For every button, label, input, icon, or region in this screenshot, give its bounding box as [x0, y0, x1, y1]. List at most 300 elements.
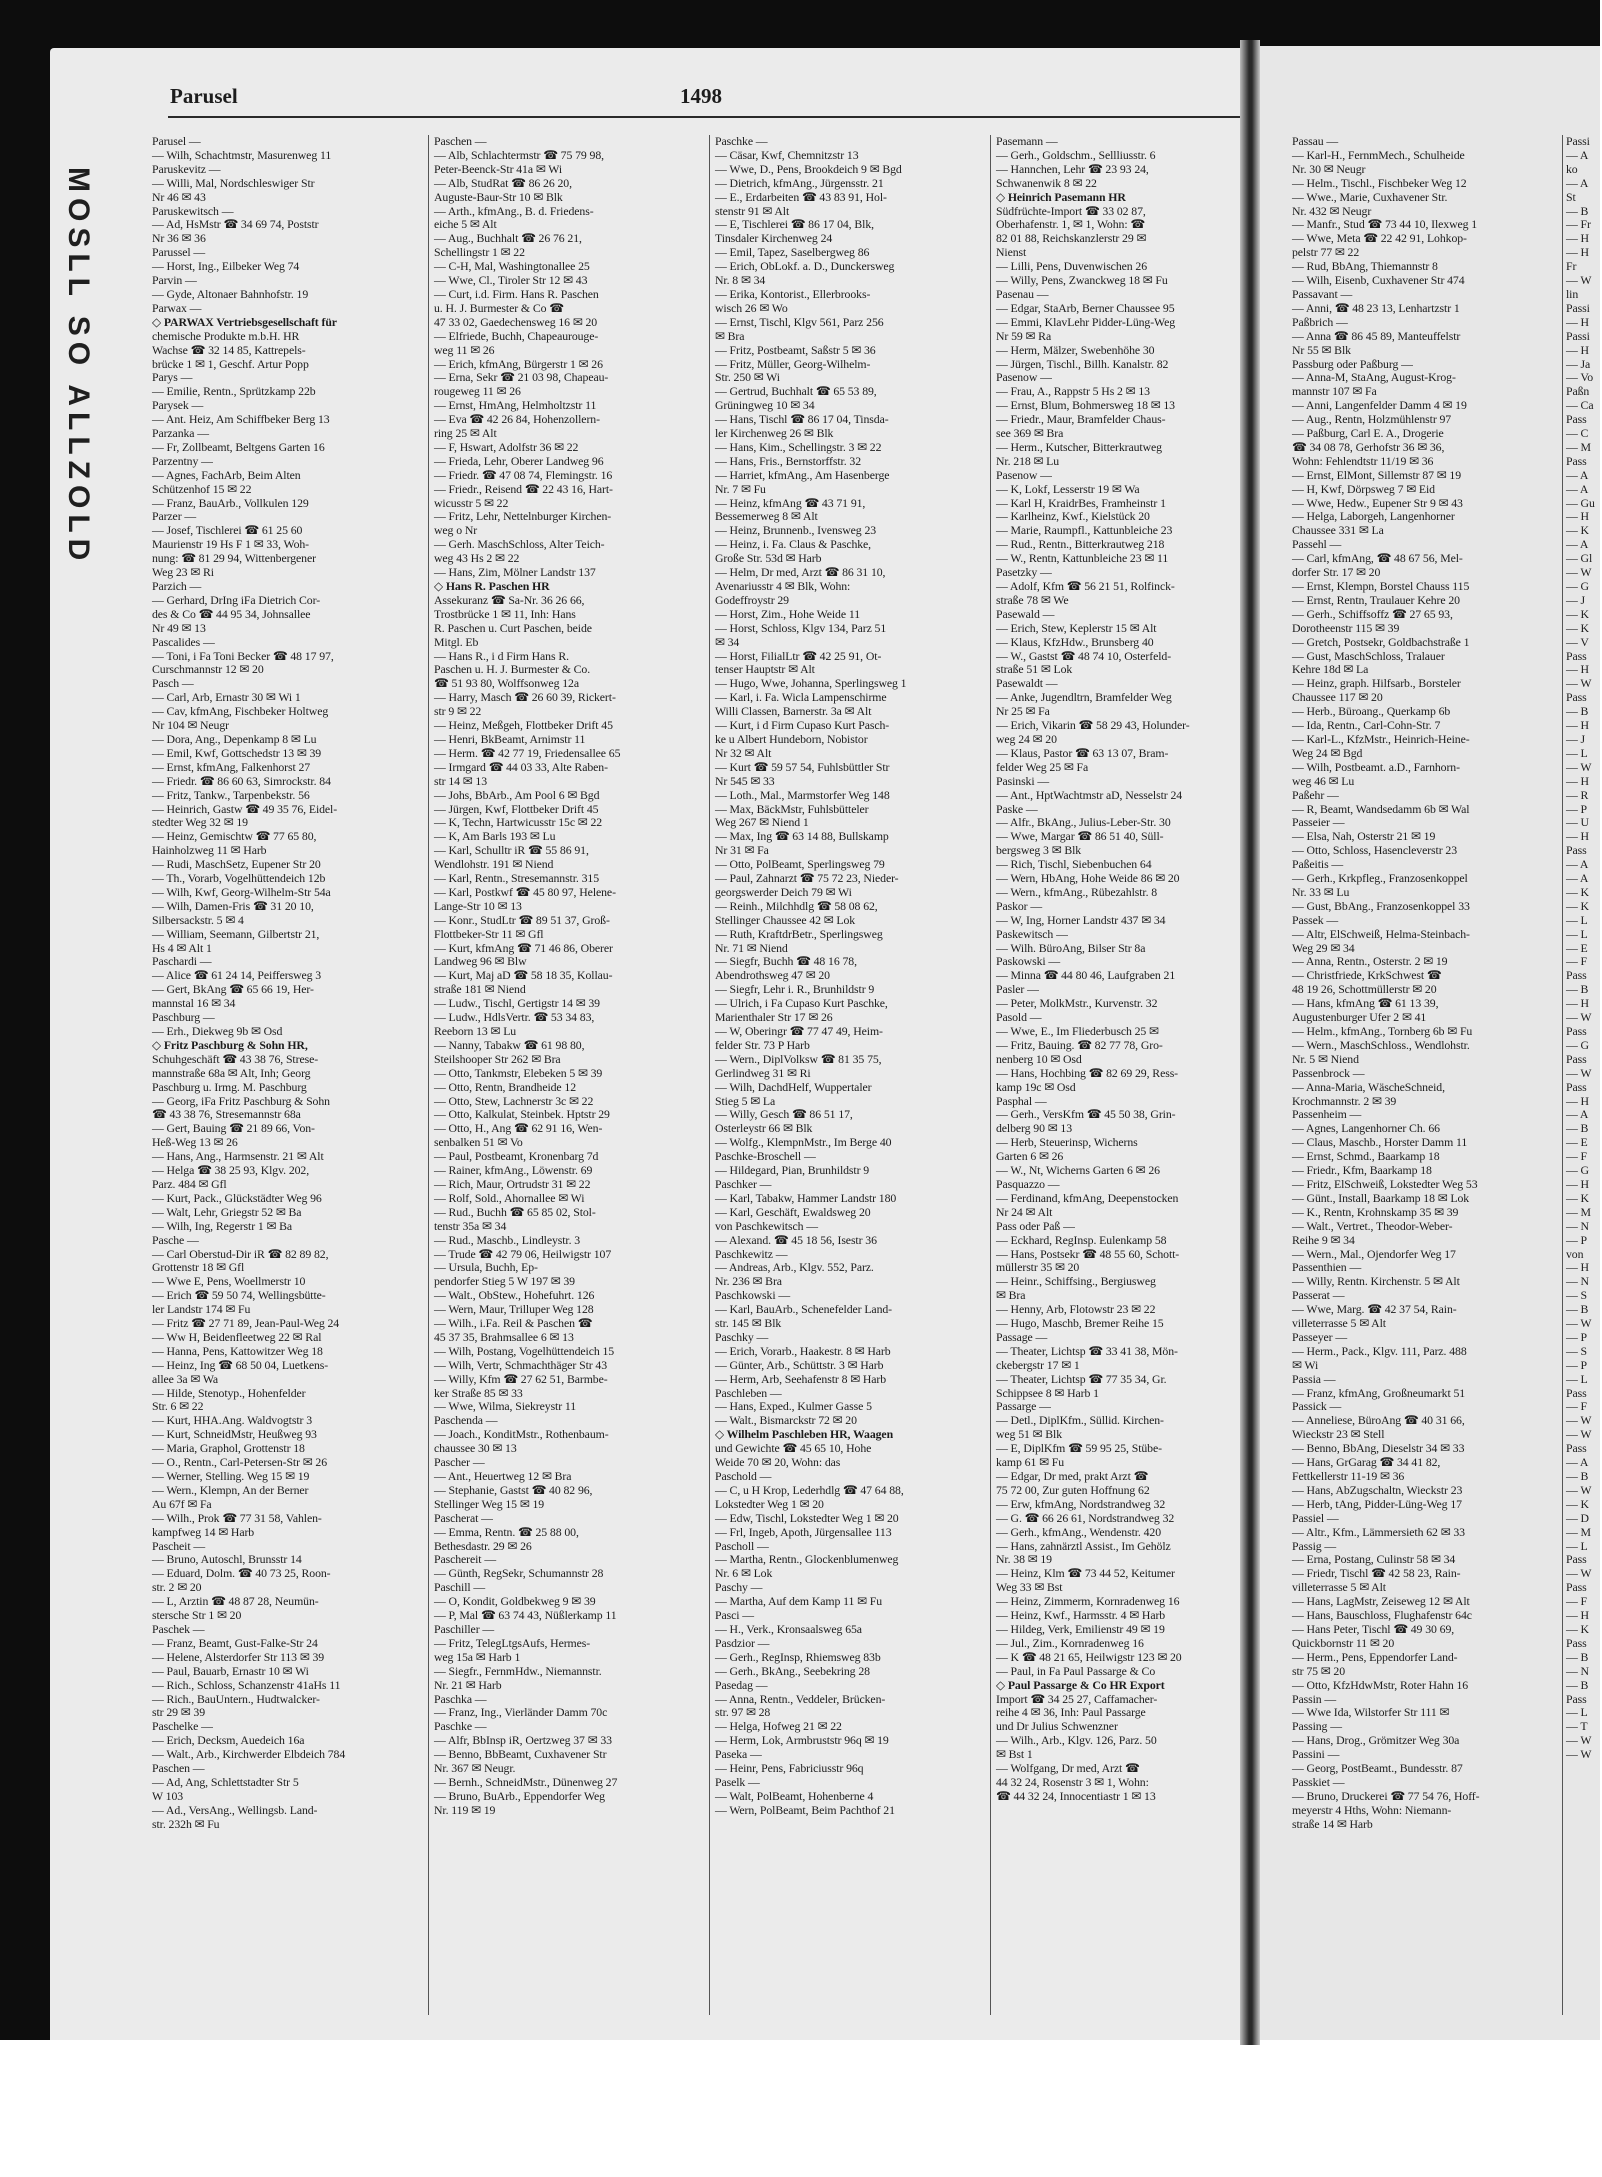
directory-entry-line: ker Straße 85 ✉ 33: [434, 1385, 523, 1400]
directory-entry-line: — L: [1566, 1371, 1588, 1386]
directory-entry-line: — Wwe, Hedw., Eupener Str 9 ✉ 43: [1292, 495, 1463, 510]
directory-entry-line: — Helm., kfmAng., Tornberg 6b ✉ Fu: [1292, 1024, 1473, 1038]
directory-entry-line: — E, DiplKfm ☎ 59 95 25, Stübe-: [996, 1441, 1162, 1456]
directory-entry-line: — Hannchen, Lehr ☎ 23 93 24,: [996, 161, 1149, 176]
directory-entry-line: — Kurt, kfmAng ☎ 71 46 86, Oberer: [434, 940, 613, 955]
directory-entry-line: — Gerh. MaschSchloss, Alter Teich-: [434, 537, 605, 552]
directory-entry-line: — Hildegard, Pian, Brunhildstr 9: [715, 1163, 870, 1178]
directory-entry-line: — Wern., MaschSchloss., Wendlohstr.: [1292, 1037, 1470, 1052]
directory-entry-line: — Konr., StudLtr ☎ 89 51 37, Groß-: [434, 912, 610, 927]
directory-entry-line: — J: [1566, 731, 1586, 746]
directory-entry-line: Pasenow —: [996, 370, 1052, 385]
directory-entry-line: — Gl: [1566, 551, 1593, 566]
directory-column-2: [428, 135, 712, 2015]
directory-entry-line: — W: [1566, 1010, 1592, 1025]
directory-entry-line: — Karl, Postkwf ☎ 45 80 97, Helene-: [434, 884, 616, 899]
directory-entry-line: — Karl, Tabakw, Hammer Landstr 180: [715, 1190, 897, 1205]
directory-entry-line: — Karl, BauArb., Schenefelder Land-: [715, 1302, 892, 1317]
directory-entry-line: felder Weg 25 ✉ Fa: [996, 759, 1089, 774]
directory-entry-line: chemische Produkte m.b.H. HR: [152, 328, 300, 343]
directory-entry-line: Passkiet —: [1292, 1774, 1345, 1789]
directory-entry-line: Paßeitis —: [1292, 857, 1344, 872]
directory-entry-line: — L: [1566, 1705, 1588, 1720]
directory-entry-line: Bethesdastr. 29 ✉ 26: [434, 1538, 532, 1553]
directory-entry-line: — Horst, Ing., Eilbeker Weg 74: [152, 259, 300, 274]
directory-entry-line: — Anna, Rentn., Veddeler, Brücken-: [715, 1691, 886, 1706]
directory-entry-line: Passehl —: [1292, 537, 1342, 552]
directory-entry-line: — C, u H Krop, Lederhdlg ☎ 47 64 88,: [715, 1482, 904, 1497]
directory-entry-line: — P: [1566, 1357, 1588, 1372]
directory-entry-line: — Wilh, Vertr, Schmachthäger Str 43: [434, 1357, 608, 1372]
directory-entry-line: Weg 29 ✉ 34: [1292, 940, 1355, 955]
directory-entry-line: Grüningweg 10 ✉ 34: [715, 398, 815, 413]
directory-entry-line: — Ww H, Beidenfleetweg 22 ✉ Ral: [152, 1329, 322, 1344]
directory-entry-line: dorfer Str. 17 ✉ 20: [1292, 565, 1381, 580]
directory-entry-line: — Rolf, Sold., Ahornallee ✉ Wi: [434, 1190, 585, 1205]
directory-entry-line: — W: [1566, 1316, 1592, 1331]
directory-entry-line: — W: [1566, 676, 1592, 691]
directory-entry-line: — Rich., BauUntern., Hudtwalcker-: [152, 1691, 320, 1706]
directory-entry-line: von: [1566, 1246, 1584, 1261]
directory-entry-line: Pass: [1566, 1079, 1587, 1094]
directory-entry-line: felder Str. 73 P Harb: [715, 1037, 810, 1052]
directory-entry-line: str 29 ✉ 39: [152, 1705, 206, 1720]
directory-entry-line: Nr. 119 ✉ 19: [434, 1802, 496, 1817]
directory-entry-line: Krochmannstr. 2 ✉ 39: [1292, 1093, 1397, 1108]
directory-entry-line: — Henri, BkBeamt, Arnimstr 11: [434, 731, 586, 746]
directory-entry-line: Dorotheenstr 115 ✉ 39: [1292, 620, 1400, 635]
directory-entry-line: — Ant. Heiz, Am Schiffbeker Berg 13: [152, 412, 330, 427]
directory-entry-line: Passage —: [996, 1329, 1048, 1344]
directory-entry-line: — Frl, Ingeb, Apoth, Jürgensallee 113: [715, 1524, 892, 1539]
directory-entry-line: — A: [1566, 857, 1589, 872]
directory-entry-line: — H: [1566, 342, 1589, 357]
directory-entry-line: — Heinz, graph. Hilfsarb., Borsteler: [1292, 676, 1461, 691]
directory-entry-line: weg 11 ✉ 26: [434, 342, 495, 357]
directory-entry-line: weg 46 ✉ Lu: [1292, 773, 1355, 788]
directory-entry-line: — K, Techn, Hartwicusstr 15c ✉ 22: [434, 815, 603, 830]
directory-entry-line: — C-H, Mal, Washingtonallee 25: [434, 259, 590, 274]
directory-entry-line: Godeffroystr 29: [715, 592, 789, 607]
directory-entry-line: — Gerh., RegInsp, Rhiemsweg 83b: [715, 1649, 881, 1664]
directory-entry-line: straße 51 ✉ Lok: [996, 662, 1073, 677]
directory-entry-line: — Karl-H., FernmMech., Schulheide: [1292, 147, 1465, 162]
directory-entry-line: — Herm. ☎ 42 77 19, Friedensallee 65: [434, 745, 621, 760]
directory-entry-line: — Herm, Arb, Seehafenstr 8 ✉ Harb: [715, 1371, 887, 1386]
directory-entry-line: — J: [1566, 592, 1586, 607]
directory-entry-line: Passarge —: [996, 1399, 1051, 1414]
directory-entry-line: — F: [1566, 1399, 1588, 1414]
directory-entry-line: — Fritz, Postbeamt, Saßstr 5 ✉ 36: [715, 342, 876, 357]
directory-entry-line: — Walt., ObStew., Hohefuhrt. 126: [434, 1288, 595, 1303]
directory-entry-line: — Th., Vorarb, Vogelhüttendeich 12b: [152, 871, 326, 886]
directory-entry-line: — Friedr, Tischl ☎ 42 58 23, Rain-: [1292, 1566, 1461, 1581]
directory-entry-line: 75 72 00, Zur guten Hoffnung 62: [996, 1482, 1150, 1497]
directory-entry-line: Grottenstr 18 ✉ Gfl: [152, 1260, 245, 1275]
directory-entry-line: Abendrothsweg 47 ✉ 20: [715, 968, 830, 983]
directory-entry-line: — W: [1566, 1733, 1592, 1748]
directory-entry-line: — P: [1566, 801, 1588, 816]
directory-entry-line: 44 32 24, Rosenstr 3 ✉ 1, Wohn:: [996, 1774, 1149, 1789]
directory-entry-line: — Agnes, FachArb, Beim Alten: [152, 467, 301, 482]
directory-entry-line: — Max, BäckMstr, Fuhlsbütteler: [715, 801, 869, 816]
directory-entry-line: Parzich —: [152, 579, 202, 593]
directory-entry-line: Pascholl —: [715, 1538, 769, 1553]
directory-entry-line: Osterleystr 66 ✉ Blk: [715, 1121, 813, 1136]
directory-entry-line: Auguste-Baur-Str 10 ✉ Blk: [434, 189, 563, 204]
directory-entry-line: Pass: [1566, 453, 1587, 468]
directory-entry-line: — Ad., VersAng., Wellingsb. Land-: [152, 1802, 318, 1817]
directory-entry-line: Passiel —: [1292, 1510, 1339, 1525]
directory-entry-line: — Agnes, Langenhorner Ch. 66: [1292, 1121, 1440, 1136]
directory-entry-line: — Wern, PolBeamt, Beim Pachthof 21: [715, 1802, 895, 1817]
directory-entry-line: ◇ PARWAX Vertriebsgesellschaft für: [152, 314, 337, 329]
directory-entry-line: — Friedr., Kfm, Baarkamp 18: [1292, 1163, 1432, 1178]
directory-entry-line: Nienst: [996, 245, 1027, 260]
directory-entry-line: — F: [1566, 1594, 1588, 1609]
directory-entry-line: Willi Classen, Barnerstr. 3a ✉ Alt: [715, 704, 872, 719]
directory-entry-line: — Hans Peter, Tischl ☎ 49 30 69,: [1292, 1621, 1455, 1636]
directory-entry-line: Pasenau —: [996, 286, 1049, 301]
directory-entry-line: ring 25 ✉ Alt: [434, 426, 497, 441]
directory-entry-line: kampfweg 14 ✉ Harb: [152, 1524, 255, 1539]
directory-entry-line: Chaussee 117 ✉ 20: [1292, 690, 1383, 705]
directory-entry-line: Pasetzky —: [996, 565, 1052, 580]
directory-entry-line: — A: [1566, 481, 1589, 496]
directory-entry-line: kamp 61 ✉ Fu: [996, 1455, 1064, 1470]
directory-entry-line: — Gust, BbAng., Franzosenkoppel 33: [1292, 898, 1470, 913]
directory-column-5: [1288, 135, 1562, 2015]
directory-entry-line: — Erich ☎ 59 50 74, Wellingsbütte-: [152, 1288, 326, 1303]
directory-entry-line: — Theater, Lichtsp ☎ 33 41 38, Mön-: [996, 1343, 1178, 1358]
directory-entry-line: Paschold —: [715, 1469, 772, 1483]
directory-entry-line: — Alfr., BkAng., Julius-Leber-Str. 30: [996, 815, 1171, 830]
directory-entry-line: Nr. 432 ✉ Neugr: [1292, 203, 1372, 218]
directory-entry-line: — K: [1566, 1190, 1589, 1205]
directory-entry-line: — Marie, Raumpfl., Kattunbleiche 23: [996, 523, 1173, 538]
edge-stamp: [48, 167, 95, 1560]
directory-entry-line: — Herb, Steuerinsp, Wicherns: [996, 1135, 1138, 1150]
directory-entry-line: — Hans R., i d Firm Hans R.: [434, 648, 569, 663]
directory-entry-line: — Alfr, BbInsp iR, Oertzweg 37 ✉ 33: [434, 1733, 612, 1748]
directory-entry-line: Fettkellerstr 11-19 ✉ 36: [1292, 1469, 1405, 1483]
directory-entry-line: Pasewaldt —: [996, 676, 1058, 691]
directory-entry-line: Pass: [1566, 843, 1587, 858]
directory-entry-line: — Anna-Maria, WäscheSchneid,: [1292, 1079, 1445, 1094]
directory-entry-line: — Ant., HptWachtmstr aD, Nesselstr 24: [996, 787, 1183, 802]
directory-entry-line: — E., Erdarbeiten ☎ 43 83 91, Hol-: [715, 189, 887, 204]
directory-entry-line: nung: ☎ 81 29 94, Wittenbergener: [152, 551, 316, 566]
directory-entry-line: — Heinz, Klm ☎ 73 44 52, Keitumer: [996, 1566, 1175, 1581]
directory-entry-line: Paschek —: [152, 1621, 205, 1636]
directory-entry-line: — Paßburg, Carl E. A., Drogerie: [1292, 426, 1444, 441]
directory-entry-line: Chaussee 331 ✉ La: [1292, 523, 1384, 538]
directory-entry-line: Nr 46 ✉ 43: [152, 189, 206, 204]
directory-entry-line: — E: [1566, 940, 1588, 955]
directory-entry-line: Stieg 5 ✉ La: [715, 1093, 776, 1108]
directory-entry-line: — Emmi, KlavLehr Pidder-Lüng-Weg: [996, 314, 1176, 329]
directory-entry-line: — L: [1566, 926, 1588, 941]
directory-entry-line: müllerstr 35 ✉ 20: [996, 1260, 1080, 1275]
directory-entry-line: — Ursula, Buchh, Ep-: [434, 1260, 538, 1275]
directory-entry-line: — E, Tischlerei ☎ 86 17 04, Blk,: [715, 217, 874, 232]
directory-entry-line: — Otto, Tankmstr, Elebeken 5 ✉ 39: [434, 1065, 603, 1080]
directory-entry-line: tenstr 35a ✉ 34: [434, 1218, 507, 1233]
directory-entry-line: Fr: [1566, 259, 1577, 274]
directory-entry-line: — Paul, Postbeamt, Kronenbarg 7d: [434, 1149, 599, 1164]
directory-entry-line: Nr. 5 ✉ Niend: [1292, 1051, 1359, 1066]
directory-entry-line: St: [1566, 189, 1576, 204]
directory-entry-line: — Friedr. ☎ 86 60 63, Simrockstr. 84: [152, 773, 331, 788]
directory-entry-line: — Hans, zahnärztl Assist., Im Gehölz: [996, 1538, 1171, 1553]
directory-entry-line: Stellinger Chaussee 42 ✉ Lok: [715, 912, 856, 927]
directory-entry-line: Passeier —: [1292, 815, 1345, 830]
directory-entry-line: Paruskevitz —: [152, 161, 221, 176]
directory-entry-line: meyerstr 4 Hths, Wohn: Niemann-: [1292, 1802, 1452, 1817]
directory-entry-line: — Herm., Kutscher, Bitterkrautweg: [996, 439, 1162, 454]
directory-entry-line: — Anna ☎ 86 45 89, Manteuffelstr: [1292, 328, 1461, 343]
directory-entry-line: — Erich, Vikarin ☎ 58 29 43, Holunder-: [996, 718, 1190, 733]
directory-entry-line: — Minna ☎ 44 80 46, Laufgraben 21: [996, 968, 1176, 983]
directory-entry-line: Passau —: [1292, 134, 1339, 148]
directory-entry-line: wicusstr 5 ✉ 22: [434, 495, 509, 510]
directory-entry-line: — Anke, Jugendltrn, Bramfelder Weg: [996, 690, 1172, 705]
directory-entry-line: — Wilh, Postbeamt. a.D., Farnhorn-: [1292, 759, 1460, 774]
directory-entry-line: — Willy, Rentn. Kirchenstr. 5 ✉ Alt: [1292, 1274, 1460, 1289]
directory-entry-line: — Joach., KonditMstr., Rothenbaum-: [434, 1427, 609, 1442]
directory-entry-line: — W, Ing, Horner Landstr 437 ✉ 34: [996, 912, 1166, 927]
directory-entry-line: — A: [1566, 1455, 1589, 1470]
directory-entry-line: Pasdzior —: [715, 1635, 770, 1650]
directory-entry-line: Wohn: Fehlendtstr 11/19 ✉ 36: [1292, 453, 1434, 468]
directory-entry-line: Paschy —: [715, 1580, 763, 1595]
directory-entry-line: — G: [1566, 579, 1589, 593]
directory-entry-line: — H: [1566, 718, 1589, 733]
directory-entry-line: str. 232h ✉ Fu: [152, 1816, 220, 1831]
directory-entry-line: stenstr 91 ✉ Alt: [715, 203, 790, 218]
directory-entry-line: — Bruno, BuArb., Eppendorfer Weg: [434, 1788, 605, 1803]
directory-entry-line: Paschleben —: [715, 1385, 782, 1400]
directory-entry-line: Paschburg u. Irmg. M. Paschburg: [152, 1079, 307, 1094]
directory-entry-line: — Ernst, Tischl, Klgv 561, Parz 256: [715, 314, 884, 329]
directory-entry-line: Weg 33 ✉ Bst: [996, 1580, 1063, 1595]
directory-entry-line: — Emil, Kwf, Gottschedstr 13 ✉ 39: [152, 745, 322, 760]
directory-entry-line: — Wilh, Postang, Vogelhüttendeich 15: [434, 1343, 615, 1358]
directory-entry-line: Pascher —: [434, 1455, 485, 1470]
directory-entry-line: — Martha, Rentn., Glockenblumenweg: [715, 1552, 899, 1567]
directory-entry-line: — Karl-L., KfzMstr., Heinrich-Heine-: [1292, 731, 1470, 746]
directory-entry-line: — Ant., Heuertweg 12 ✉ Bra: [434, 1469, 572, 1483]
directory-entry-line: — S: [1566, 1288, 1588, 1303]
directory-entry-line: ko: [1566, 161, 1578, 176]
directory-entry-line: — Hildeg, Verk, Emilienstr 49 ✉ 19: [996, 1621, 1165, 1636]
directory-entry-line: — Gu: [1566, 495, 1595, 510]
directory-entry-line: Parys —: [152, 370, 193, 385]
directory-entry-line: — W: [1566, 1566, 1592, 1581]
directory-entry-line: — Heinr., Schiffsing., Bergiusweg: [996, 1274, 1156, 1289]
directory-entry-line: — P: [1566, 1329, 1588, 1344]
directory-entry-line: — F: [1566, 1149, 1588, 1164]
directory-entry-line: — Gretch, Postsekr, Goldbachstraße 1: [1292, 634, 1470, 649]
directory-entry-line: — Herm, Lok, Armbruststr 96q ✉ 19: [715, 1733, 889, 1748]
directory-entry-line: Nr 25 ✉ Fa: [996, 704, 1050, 719]
directory-entry-line: — Günth, RegSekr, Schumannstr 28: [434, 1566, 604, 1581]
directory-entry-line: mannstal 16 ✉ 34: [152, 996, 236, 1011]
directory-entry-line: Wieckstr 23 ✉ Stell: [1292, 1427, 1385, 1442]
directory-entry-line: — Wilh., Arb., Klgv. 126, Parz. 50: [996, 1733, 1157, 1748]
directory-entry-line: — Vo: [1566, 370, 1594, 385]
page-number: 1498: [680, 84, 722, 108]
directory-entry-line: Pass oder Paß —: [996, 1218, 1075, 1233]
directory-entry-line: — F: [1566, 954, 1588, 969]
directory-entry-line: — Ca: [1566, 398, 1594, 413]
page-header: [170, 84, 1250, 118]
scanner-left-border: [0, 0, 50, 2040]
directory-entry-line: — Wwe, Meta ☎ 22 42 91, Lohkop-: [1292, 231, 1467, 246]
directory-entry-line: — Franz, BauArb., Vollkulen 129: [152, 495, 309, 510]
directory-entry-line: Passavant —: [1292, 286, 1353, 301]
directory-entry-line: Pasemann —: [996, 134, 1058, 148]
directory-entry-line: Schwanenwik 8 ✉ 22: [996, 175, 1097, 190]
directory-entry-line: — Cav, kfmAng, Fischbeker Holtweg: [152, 704, 329, 719]
directory-entry-line: — Wwe, Cl., Tiroler Str 12 ✉ 43: [434, 273, 588, 288]
directory-entry-line: — Gerh., VersKfm ☎ 45 50 38, Grin-: [996, 1107, 1176, 1122]
directory-entry-line: Paskowski —: [996, 954, 1061, 969]
directory-entry-line: Pasci —: [715, 1608, 754, 1623]
directory-entry-line: Nr. 367 ✉ Neugr.: [434, 1761, 516, 1776]
directory-entry-line: — K: [1566, 620, 1589, 635]
directory-entry-line: Nr 104 ✉ Neugr: [152, 718, 229, 733]
directory-entry-line: — K: [1566, 884, 1589, 899]
directory-entry-line: — Carl, kfmAng, ☎ 48 67 56, Mel-: [1292, 551, 1463, 566]
directory-entry-line: — Frau, A., Rappstr 5 Hs 2 ✉ 13: [996, 384, 1150, 399]
directory-entry-line: Nr 545 ✉ 33: [715, 773, 775, 788]
directory-entry-line: — Rud, BbAng, Thiemannstr 8: [1292, 259, 1438, 274]
directory-entry-line: Pass: [1566, 968, 1587, 983]
directory-entry-line: Passing —: [1292, 1719, 1342, 1734]
directory-entry-line: Au 67f ✉ Fa: [152, 1496, 212, 1511]
directory-entry-line: eiche 5 ✉ Alt: [434, 217, 497, 232]
directory-entry-line: — Herb, tAng, Pidder-Lüng-Weg 17: [1292, 1496, 1462, 1511]
directory-entry-line: — W: [1566, 565, 1592, 580]
directory-entry-line: villeterrasse 5 ✉ Alt: [1292, 1316, 1386, 1331]
directory-entry-line: — Gyde, Altonaer Bahnhofstr. 19: [152, 286, 309, 301]
directory-entry-line: — Loth., Mal., Marmstorfer Weg 148: [715, 787, 890, 802]
directory-entry-line: Nr. 236 ✉ Bra: [715, 1274, 782, 1289]
directory-entry-line: Pasphal —: [996, 1093, 1047, 1108]
directory-entry-line: — Erika, Kontorist., Ellerbrooks-: [715, 286, 871, 301]
directory-entry-line: — Max, Ing ☎ 63 14 88, Bullskamp: [715, 829, 889, 844]
directory-entry-line: ✉ Bra: [996, 1288, 1026, 1303]
directory-entry-line: ☎ 34 08 78, Gerhofstr 36 ✉ 36,: [1292, 439, 1445, 454]
directory-entry-line: — Wilh, Damen-Fris ☎ 31 20 10,: [152, 898, 314, 913]
directory-entry-line: — P, Mal ☎ 63 74 43, Nüßlerkamp 11: [434, 1608, 617, 1623]
directory-entry-line: Passia —: [1292, 1371, 1336, 1386]
directory-entry-line: — Fritz, Bauing. ☎ 82 77 78, Gro-: [996, 1037, 1163, 1052]
directory-entry-line: — Gerh., Krkpfleg., Franzosenkoppel: [1292, 871, 1468, 886]
directory-entry-line: 48 19 26, Schottmüllerstr ✉ 20: [1292, 982, 1437, 997]
directory-entry-line: — Wwe, Wilma, Siekreystr 11: [434, 1399, 577, 1414]
directory-entry-line: — W: [1566, 1413, 1592, 1428]
directory-entry-line: Paßn: [1566, 384, 1590, 399]
directory-entry-line: Bessemerweg 8 ✉ Alt: [715, 509, 818, 524]
directory-entry-line: Pass: [1566, 1552, 1587, 1567]
directory-entry-line: Pass: [1566, 690, 1587, 705]
directory-entry-line: — Fritz, ElSchweiß, Lokstedter Weg 53: [1292, 1176, 1478, 1191]
directory-entry-line: — Heinz, Gemischtw ☎ 77 65 80,: [152, 829, 317, 844]
directory-entry-line: — A: [1566, 871, 1589, 886]
directory-entry-line: — Alb, Schlachtermstr ☎ 75 79 98,: [434, 147, 604, 162]
directory-entry-line: — Fr: [1566, 217, 1591, 232]
directory-entry-line: — Franz, Ing., Vierländer Damm 70c: [434, 1705, 608, 1720]
directory-entry-line: Pass: [1566, 1441, 1587, 1456]
directory-entry-line: — N: [1566, 1663, 1589, 1678]
directory-entry-line: — Ernst, Rentn, Traulauer Kehre 20: [1292, 592, 1460, 607]
directory-entry-line: Parusel —: [152, 134, 201, 148]
directory-entry-line: — Hugo, Wwe, Johanna, Sperlingsweg 1: [715, 676, 907, 691]
directory-entry-line: Avenariusstr 4 ✉ Blk, Wohn:: [715, 579, 851, 593]
directory-entry-line: — H: [1566, 996, 1589, 1011]
directory-entry-line: Nr. 38 ✉ 19: [996, 1552, 1052, 1567]
directory-entry-line: Pass: [1566, 1051, 1587, 1066]
directory-entry-line: str 14 ✉ 13: [434, 773, 488, 788]
directory-entry-line: Parzanka —: [152, 426, 209, 441]
directory-entry-line: Kehre 18d ✉ La: [1292, 662, 1369, 677]
directory-entry-line: — Ludw., Tischl, Gertigstr 14 ✉ 39: [434, 996, 600, 1011]
directory-entry-line: — Benno, BbAng, Dieselstr 34 ✉ 33: [1292, 1441, 1465, 1456]
directory-entry-line: Parzer —: [152, 509, 197, 524]
directory-entry-line: — H: [1566, 1608, 1589, 1623]
directory-entry-line: Paskor —: [996, 898, 1043, 913]
directory-entry-line: Passick —: [1292, 1399, 1342, 1414]
directory-entry-line: — Otto, Schloss, Hasencleverstr 23: [1292, 843, 1458, 858]
directory-entry-line: Parysek —: [152, 398, 204, 413]
directory-entry-line: — Wilh, Ing, Regerstr 1 ✉ Ba: [152, 1218, 293, 1233]
directory-entry-line: Schützenhof 15 ✉ 22: [152, 481, 252, 496]
directory-entry-line: — Irmgard ☎ 44 03 33, Alte Raben-: [434, 759, 608, 774]
directory-entry-line: Pass: [1566, 1635, 1587, 1650]
directory-entry-line: — Wilh., Prok ☎ 77 31 58, Vahlen-: [152, 1510, 322, 1525]
directory-entry-line: str 75 ✉ 20: [1292, 1663, 1346, 1678]
directory-entry-line: mannstr 107 ✉ Fa: [1292, 384, 1377, 399]
directory-entry-line: — F, Hswart, Adolfstr 36 ✉ 22: [434, 439, 579, 454]
directory-entry-line: — N: [1566, 1218, 1589, 1233]
directory-entry-line: Nr. 21 ✉ Harb: [434, 1677, 502, 1692]
directory-entry-line: — Harriet, kfmAng., Am Hasenberge: [715, 467, 890, 482]
directory-entry-line: Silbersackstr. 5 ✉ 4: [152, 912, 244, 927]
directory-entry-line: — Klaus, Pastor ☎ 63 13 07, Bram-: [996, 745, 1169, 760]
directory-entry-line: Str. 250 ✉ Wi: [715, 370, 780, 385]
directory-entry-line: — R, Beamt, Wandsedamm 6b ✉ Wal: [1292, 801, 1470, 816]
directory-entry-line: pelstr 77 ✉ 22: [1292, 245, 1360, 260]
directory-column-4: [990, 135, 1258, 2015]
directory-entry-line: — Wilh. BüroAng, Bilser Str 8a: [996, 940, 1146, 955]
directory-entry-line: — Erich, kfmAng, Bürgerstr 1 ✉ 26: [434, 356, 603, 371]
directory-entry-line: — Altr, ElSchweiß, Helma-Steinbach-: [1292, 926, 1470, 941]
directory-entry-line: — Carl Oberstud-Dir iR ☎ 82 89 82,: [152, 1246, 329, 1261]
directory-entry-line: — Helm, Dr med, Arzt ☎ 86 31 10,: [715, 565, 886, 580]
directory-entry-line: Augustenburger Ufer 2 ✉ 41: [1292, 1010, 1427, 1025]
directory-entry-line: — Wwe, Margar ☎ 86 51 40, Süll-: [996, 829, 1164, 844]
directory-entry-line: — G: [1566, 1163, 1589, 1178]
directory-entry-line: — Walt, PolBeamt, Hohenberne 4: [715, 1788, 874, 1803]
directory-entry-line: straße 181 ✉ Niend: [434, 982, 526, 997]
directory-entry-line: see 369 ✉ Bra: [996, 426, 1064, 441]
directory-entry-line: — M: [1566, 1204, 1591, 1219]
directory-entry-line: — Ernst, Klempn, Borstel Chauss 115: [1292, 579, 1470, 593]
directory-entry-line: — Wern., kfmAng., Rübezahlstr. 8: [996, 884, 1158, 899]
directory-entry-line: Paschenda —: [434, 1413, 498, 1428]
